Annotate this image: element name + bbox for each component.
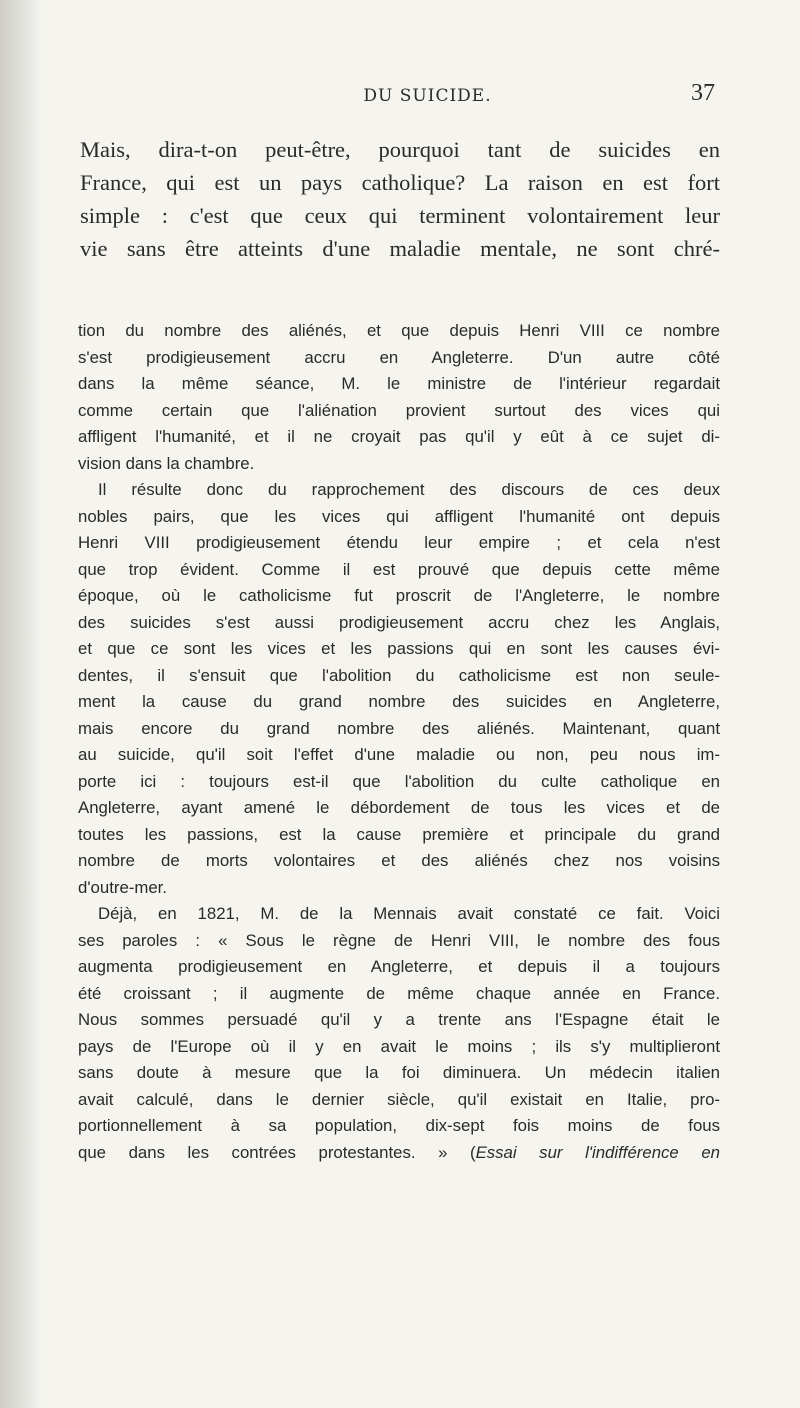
note-line: et que ce sont les vices et les passions qui en sont les causes évi-: [78, 639, 720, 658]
note-line: dans la même séance, M. le ministre de l'intérieur regardait: [78, 374, 720, 393]
citation-title: Essai sur l'indifférence en: [475, 1142, 720, 1162]
note-line: nobles pairs, que les vices qui affligent l'humanité ont depuis: [78, 506, 720, 526]
binding-gutter-shadow: [0, 0, 42, 1408]
note-line: avait calculé, dans le dernier siècle, qu'il existait en Italie, pro-: [78, 1089, 720, 1109]
note-line-text: que dans les contrées protestantes. » (: [78, 1142, 476, 1162]
note-line: Angleterre, ayant amené le débordement de tous les vices et de: [78, 798, 720, 817]
intro-line: simple : c'est que ceux qui terminent volontairement leur: [80, 203, 720, 228]
note-line: augmenta prodigieusement en Angleterre, et depuis il a toujours: [78, 957, 720, 976]
note-line: mais encore du grand nombre des aliénés. Maintenant, quant: [78, 718, 720, 738]
note-line: s'est prodigieusement accru en Angleterre. D'un autre côté: [78, 347, 720, 367]
intro-line: France, qui est un pays catholique? La raison en est fort: [80, 170, 720, 195]
intro-line: Mais, dira-t-on peut-être, pourquoi tant de suicides en: [80, 137, 720, 162]
note-line: porte ici : toujours est-il que l'abolition du culte catholique en: [78, 771, 720, 791]
note-line: sans doute à mesure que la foi diminuera. Un médecin italien: [78, 1063, 720, 1082]
note-line: nombre de morts volontaires et des aliénés chez nos voisins: [78, 851, 720, 870]
note-line: que trop évident. Comme il est prouvé que depuis cette même: [78, 559, 720, 579]
note-line: affligent l'humanité, et il ne croyait pas qu'il y eût à ce sujet di-: [78, 427, 720, 446]
note-line-citation: [78, 1140, 720, 1167]
note-line: dentes, il s'ensuit que l'abolition du catholicisme est non seule-: [78, 665, 720, 685]
note-line: des suicides s'est aussi prodigieusement accru chez les Anglais,: [78, 612, 720, 632]
intro-paragraph: [80, 133, 720, 265]
note-line: été croissant ; il augmente de même chaque année en France.: [78, 983, 720, 1003]
note-line: Il résulte donc du rapprochement des discours de ces deux: [98, 480, 720, 499]
note-line: pays de l'Europe où il y en avait le moins ; ils s'y multiplieront: [78, 1036, 720, 1056]
running-title: DU SUICIDE.: [363, 86, 492, 106]
note-line: époque, où le catholicisme fut proscrit de l'Angleterre, le nombre: [78, 586, 720, 605]
note-line: Nous sommes persuadé qu'il y a trente ans l'Espagne était le: [78, 1010, 720, 1029]
note-line: Déjà, en 1821, M. de la Mennais avait constaté ce fait. Voici: [98, 904, 720, 923]
page-number: 37: [691, 80, 715, 106]
note-block: [78, 318, 720, 1166]
note-line: ment la cause du grand nombre des suicides en Angleterre,: [78, 692, 720, 711]
note-line: vision dans la chambre.: [78, 453, 255, 473]
note-line: Henri VIII prodigieusement étendu leur empire ; et cela n'est: [78, 533, 720, 552]
intro-line: vie sans être atteints d'une maladie mentale, ne sont chré-: [80, 236, 720, 261]
note-line: tion du nombre des aliénés, et que depuis Henri VIII ce nombre: [78, 321, 720, 340]
note-line: toutes les passions, est la cause première et principale du grand: [78, 824, 720, 844]
note-line: ses paroles : « Sous le règne de Henri VIII, le nombre des fous: [78, 930, 720, 950]
note-line: au suicide, qu'il soit l'effet d'une maladie ou non, peu nous im-: [78, 745, 720, 764]
page-header: [140, 80, 715, 110]
note-line: portionnellement à sa population, dix-sept fois moins de fous: [78, 1116, 720, 1135]
note-line: comme certain que l'aliénation provient surtout des vices qui: [78, 400, 720, 420]
note-line: d'outre-mer.: [78, 877, 168, 897]
